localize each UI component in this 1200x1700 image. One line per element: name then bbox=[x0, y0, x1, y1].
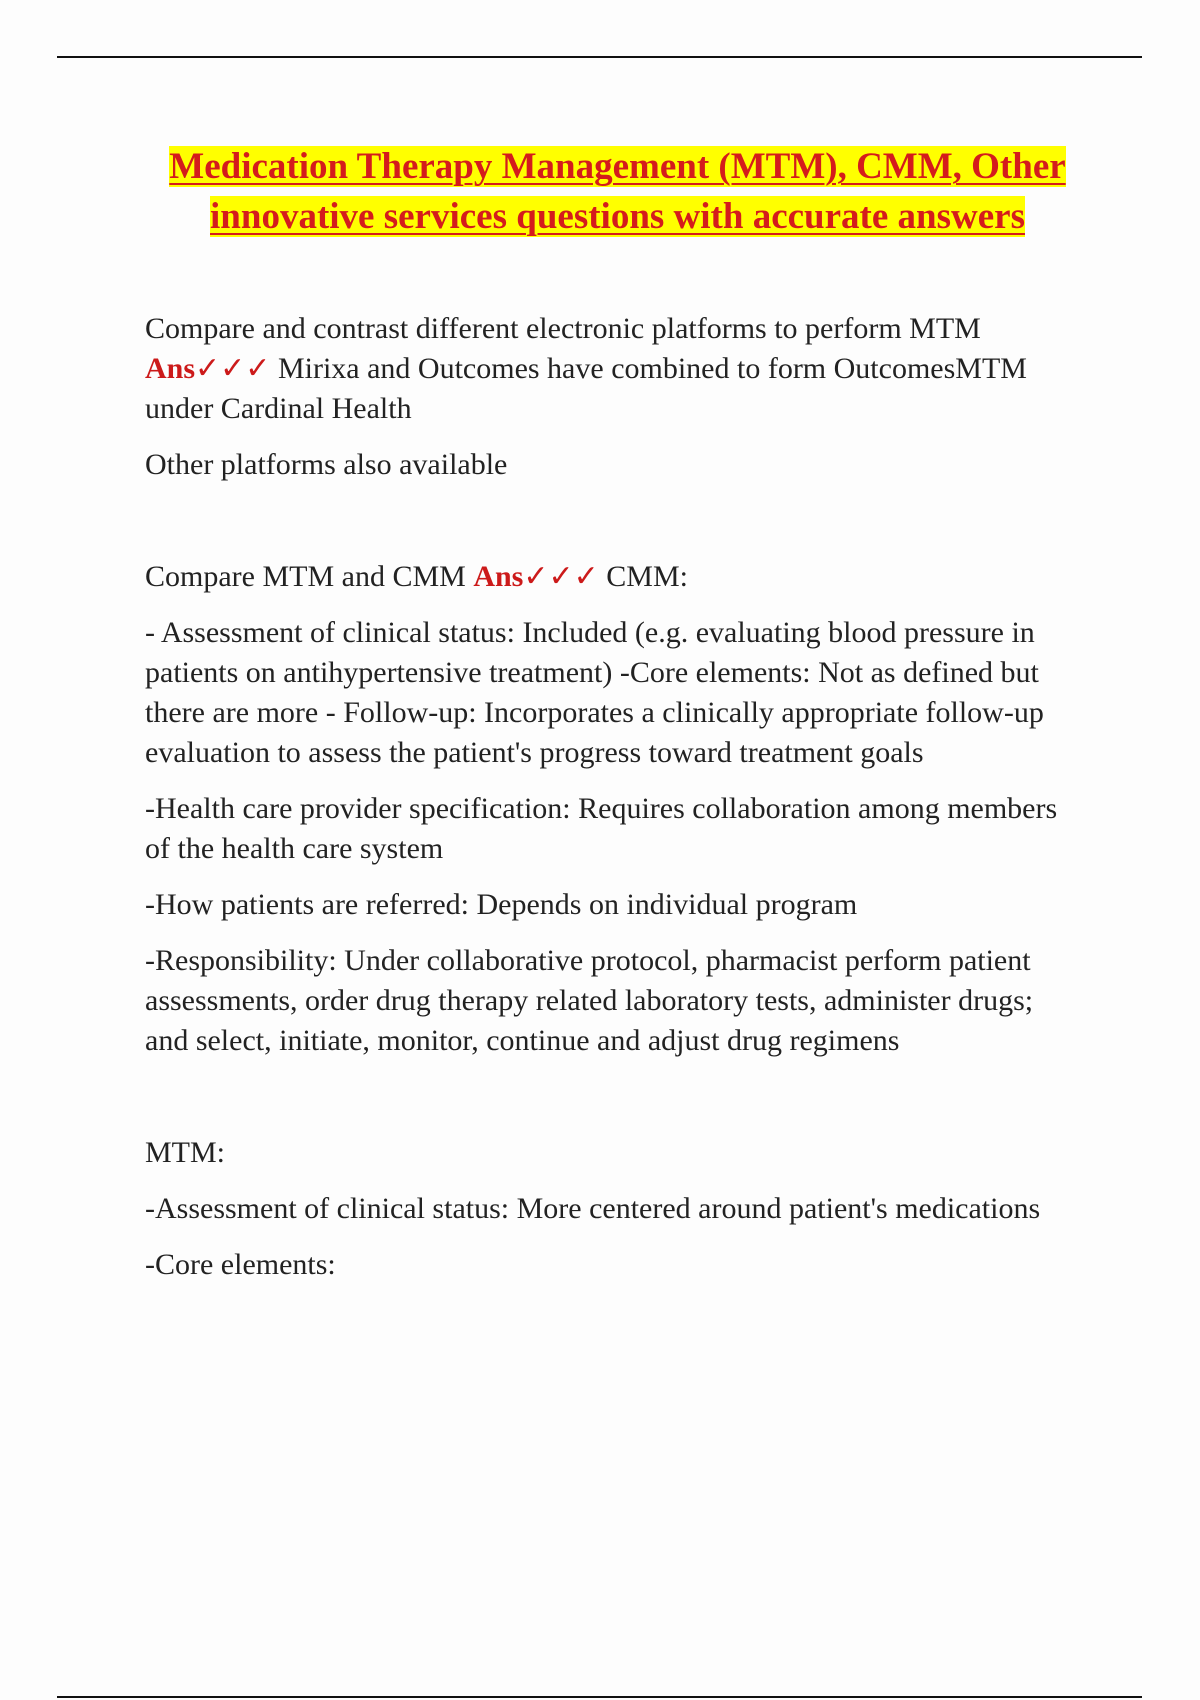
spacer bbox=[145, 1077, 1080, 1133]
cmm-point: -Health care provider specification: Requires collaboration among members of the health care system bbox=[145, 792, 1058, 865]
checkmark-icon: ✓✓✓ bbox=[523, 560, 599, 593]
checkmark-icon: ✓✓✓ bbox=[195, 352, 271, 385]
question-1 bbox=[145, 309, 1080, 429]
bottom-rule bbox=[57, 1696, 1142, 1698]
top-rule bbox=[57, 56, 1142, 58]
document-body bbox=[145, 309, 1080, 1301]
title-block bbox=[145, 142, 1090, 242]
cmm-point: -Responsibility: Under collaborative protocol, pharmacist perform patient assessments, order drug therapy related laboratory tests, administer drugs; and select, initiate, monitor, continue and adjust drug regimens bbox=[145, 944, 1034, 1057]
answer-label: Ans bbox=[145, 352, 196, 385]
question-1-text: Compare and contrast different electronic platforms to perform MTM bbox=[145, 312, 981, 345]
question-2-text: Compare MTM and CMM bbox=[145, 560, 466, 593]
cmm-point: -How patients are referred: Depends on individual program bbox=[145, 888, 858, 921]
answer-label: Ans bbox=[473, 560, 524, 593]
answer-1-text: Mirixa and Outcomes have combined to form OutcomesMTM under Cardinal Health bbox=[145, 352, 1027, 425]
mtm-heading: MTM: bbox=[145, 1136, 226, 1169]
answer-2-heading: CMM: bbox=[606, 560, 688, 593]
mtm-point: -Assessment of clinical status: More centered around patient's medications bbox=[145, 1192, 1041, 1225]
answer-1-note: Other platforms also available bbox=[145, 448, 508, 481]
spacer bbox=[145, 501, 1080, 557]
mtm-point: -Core elements: bbox=[145, 1248, 336, 1281]
document-title: Medication Therapy Management (MTM), CMM, Other innovative services questions with accurate answers bbox=[169, 146, 1066, 237]
question-2 bbox=[145, 557, 1080, 597]
cmm-point: - Assessment of clinical status: Included (e.g. evaluating blood pressure in patients on antihypertensive treatment) -Core elements: Not as defined but there are more - Follow-up: Incorporates a clinically appropriate follow-up evaluation to assess the patient's progress toward treatment goals bbox=[145, 616, 1044, 769]
